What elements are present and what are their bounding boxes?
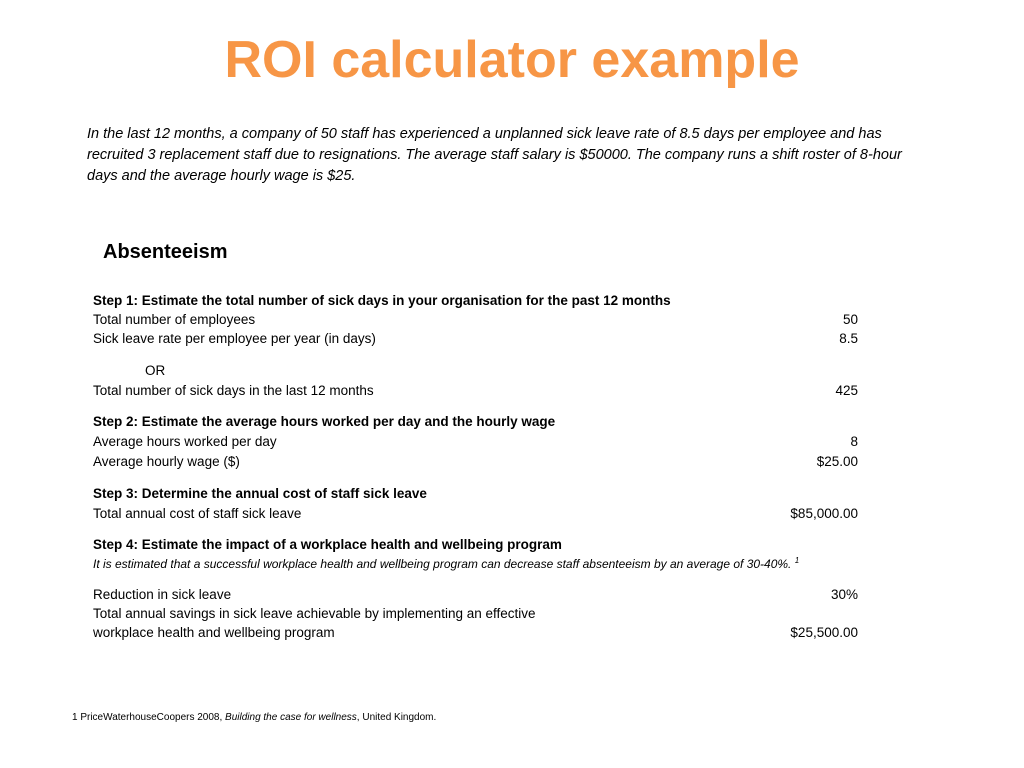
reduction-row [93, 585, 858, 604]
step3-heading-row [93, 484, 858, 503]
section-heading-absenteeism: Absenteeism [103, 241, 228, 263]
footnote-prefix: 1 PriceWaterhouseCoopers 2008, [72, 712, 226, 723]
sick-rate-row [93, 329, 858, 348]
reduction-value: 30% [830, 587, 858, 602]
step4-heading-row [93, 535, 858, 554]
footnote [72, 711, 436, 725]
cost-row [93, 504, 858, 523]
sick-days-row [93, 381, 858, 400]
cost-label: Total annual cost of staff sick leave [93, 506, 302, 521]
page-title: ROI calculator example [224, 31, 800, 89]
employees-label: Total number of employees [93, 312, 256, 327]
step2-heading: Step 2: Estimate the average hours worked per day and the hourly wage [93, 414, 556, 429]
footnote-reference: 1 [794, 556, 800, 565]
wage-row [93, 452, 858, 471]
sick-rate-label: Sick leave rate per employee per year (in days) [93, 331, 376, 346]
program-note [93, 555, 799, 574]
footnote-source-title: Building the case for wellness [225, 712, 357, 723]
sick-days-value: 425 [835, 383, 858, 398]
step1-heading: Step 1: Estimate the total number of sick days in your organisation for the past 12 months [93, 293, 671, 308]
savings-label-line2: workplace health and wellbeing program [93, 625, 335, 640]
intro-paragraph: In the last 12 months, a company of 50 staff has experienced a unplanned sick leave rate of 8.5 days per employee and has recruited 3 replacement staff due to resignations. The average staff salary is $50000. The company runs a shift roster of 8-hour days and the average hourly wage is $25. [87, 126, 902, 184]
hours-value: 8 [850, 434, 858, 449]
or-row [93, 361, 858, 380]
sick-days-label: Total number of sick days in the last 12 months [93, 383, 374, 398]
or-label: OR [145, 363, 166, 378]
step4-heading: Step 4: Estimate the impact of a workplace health and wellbeing program [93, 537, 562, 552]
employees-value: 50 [842, 312, 858, 327]
savings-label-line1: Total annual savings in sick leave achievable by implementing an effective [93, 606, 536, 621]
step1-heading-row [93, 291, 858, 310]
program-note-text: It is estimated that a successful workplace health and wellbeing program can decrease staff absenteeism by an average of 30-40%. [93, 557, 792, 571]
step3-heading: Step 3: Determine the annual cost of staff sick leave [93, 486, 427, 501]
footnote-suffix: , United Kingdom. [356, 712, 437, 723]
hours-row [93, 432, 858, 451]
program-note-row [93, 555, 858, 574]
savings-row-line2 [93, 623, 858, 642]
savings-value: $25,500.00 [790, 625, 858, 640]
employees-row [93, 310, 858, 329]
reduction-label: Reduction in sick leave [93, 587, 232, 602]
wage-label: Average hourly wage ($) [93, 454, 240, 469]
savings-row-line1 [93, 604, 858, 623]
sick-rate-value: 8.5 [839, 331, 858, 346]
step2-heading-row [93, 412, 858, 431]
wage-value: $25.00 [816, 454, 858, 469]
hours-label: Average hours worked per day [93, 434, 277, 449]
cost-value: $85,000.00 [790, 506, 858, 521]
